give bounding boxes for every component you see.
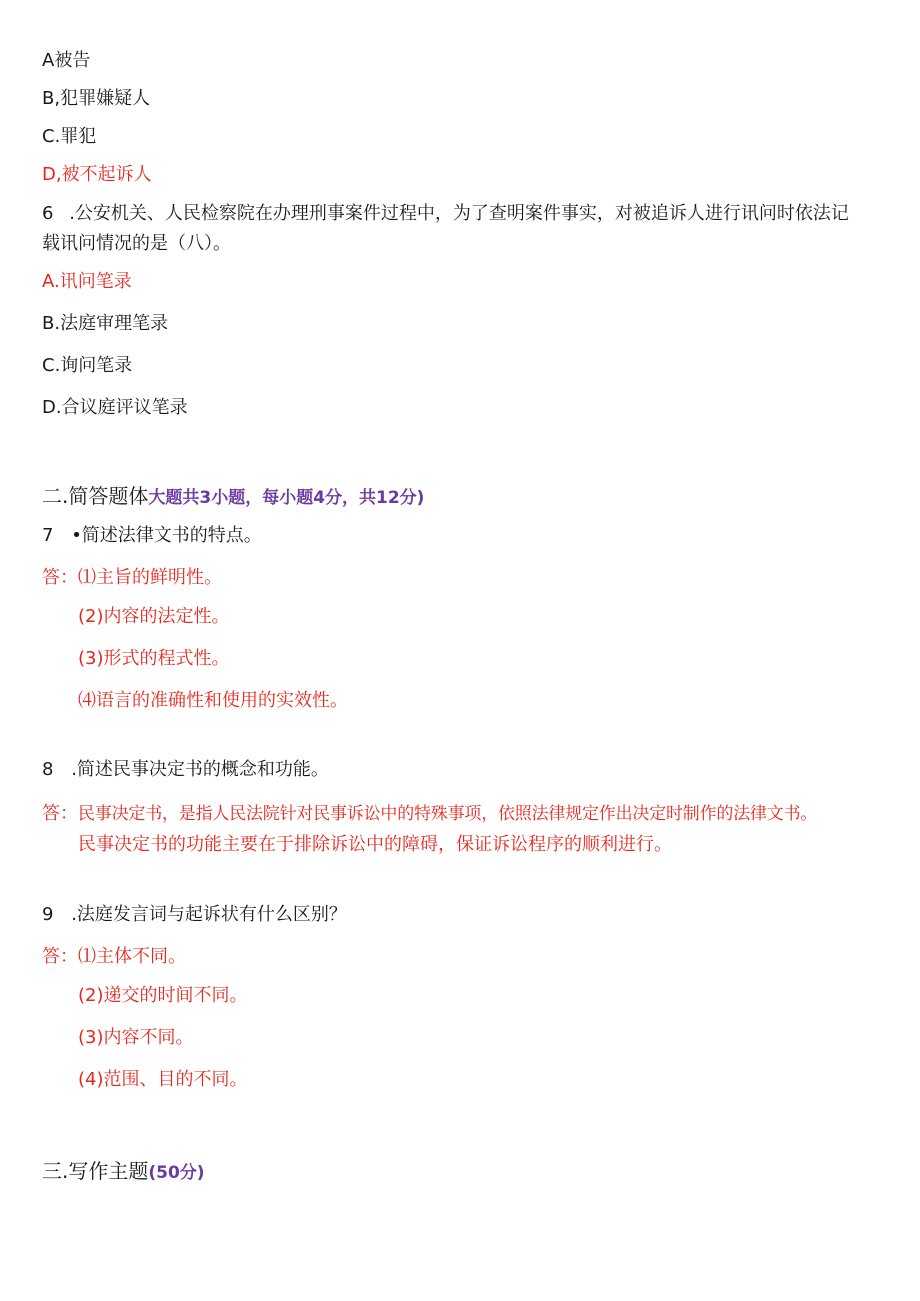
q8-answer-first xyxy=(42,802,817,826)
q8-answer-label: 答： xyxy=(42,803,78,824)
q6-text-line1: .公安机关、人民检察院在办理刑事案件过程中，为了查明案件事实，对被追诉人进行讯问时依法记 xyxy=(69,203,849,224)
q7-answer-first xyxy=(42,566,222,590)
q7-number: 7 xyxy=(42,525,54,546)
q5-option-d: D,被不起诉人 xyxy=(42,164,152,185)
q7-answer-1: ⑴主旨的鲜明性。 xyxy=(78,567,222,588)
q9-answer-3: (3)内容不同。 xyxy=(78,1027,194,1048)
q9-number: 9 xyxy=(42,904,54,925)
q7-answer-label: 答： xyxy=(42,567,78,588)
q6-option-a: A.讯问笔录 xyxy=(42,271,132,292)
q8-question xyxy=(42,758,329,782)
q9-answer-2: (2)递交的时间不同。 xyxy=(78,985,248,1006)
q5-option-a: A被告 xyxy=(42,50,91,71)
q6-option-b: B.法庭审理笔录 xyxy=(42,313,169,334)
q9-text: .法庭发言词与起诉状有什么区别？ xyxy=(71,904,347,925)
q7-question xyxy=(42,524,262,548)
q8-number: 8 xyxy=(42,759,54,780)
q6-option-c: C.询问笔录 xyxy=(42,355,133,376)
q6-text-line2: 载讯问情况的是（八）。 xyxy=(42,233,231,254)
q6-option-d: D.合议庭评议笔录 xyxy=(42,397,188,418)
section3-title: 三.写作主题 xyxy=(42,1159,149,1183)
q5-option-b: B,犯罪嫌疑人 xyxy=(42,88,151,109)
section3-heading xyxy=(42,1159,205,1185)
q6-question xyxy=(42,202,849,226)
section2-heading xyxy=(42,484,424,510)
q7-text: •简述法律文书的特点。 xyxy=(71,525,262,546)
section2-title: 二.简答题体 xyxy=(42,484,149,508)
q7-answer-4: ⑷语言的准确性和使用的实效性。 xyxy=(78,690,348,711)
q7-answer-2: (2)内容的法定性。 xyxy=(78,606,230,627)
q5-option-c: C.罪犯 xyxy=(42,126,97,147)
q8-text: .简述民事决定书的概念和功能。 xyxy=(71,759,329,780)
q9-answer-label: 答： xyxy=(42,946,78,967)
section2-subtitle: 大题共3小题，每小题4分，共12分) xyxy=(148,488,425,508)
section3-subtitle: (50分) xyxy=(148,1163,205,1183)
q7-answer-3: (3)形式的程式性。 xyxy=(78,648,230,669)
q8-answer-line2: 民事决定书的功能主要在于排除诉讼中的障碍，保证诉讼程序的顺利进行。 xyxy=(78,834,672,855)
q9-answer-first xyxy=(42,945,186,969)
q9-answer-1: ⑴主体不同。 xyxy=(78,946,186,967)
q6-number: 6 xyxy=(42,203,54,224)
q9-question xyxy=(42,903,347,927)
q8-answer-line1: 民事决定书，是指人民法院针对民事诉讼中的特殊事项，依照法律规定作出决定时制作的法律文书。 xyxy=(78,804,818,824)
q9-answer-4: (4)范围、目的不同。 xyxy=(78,1069,248,1090)
